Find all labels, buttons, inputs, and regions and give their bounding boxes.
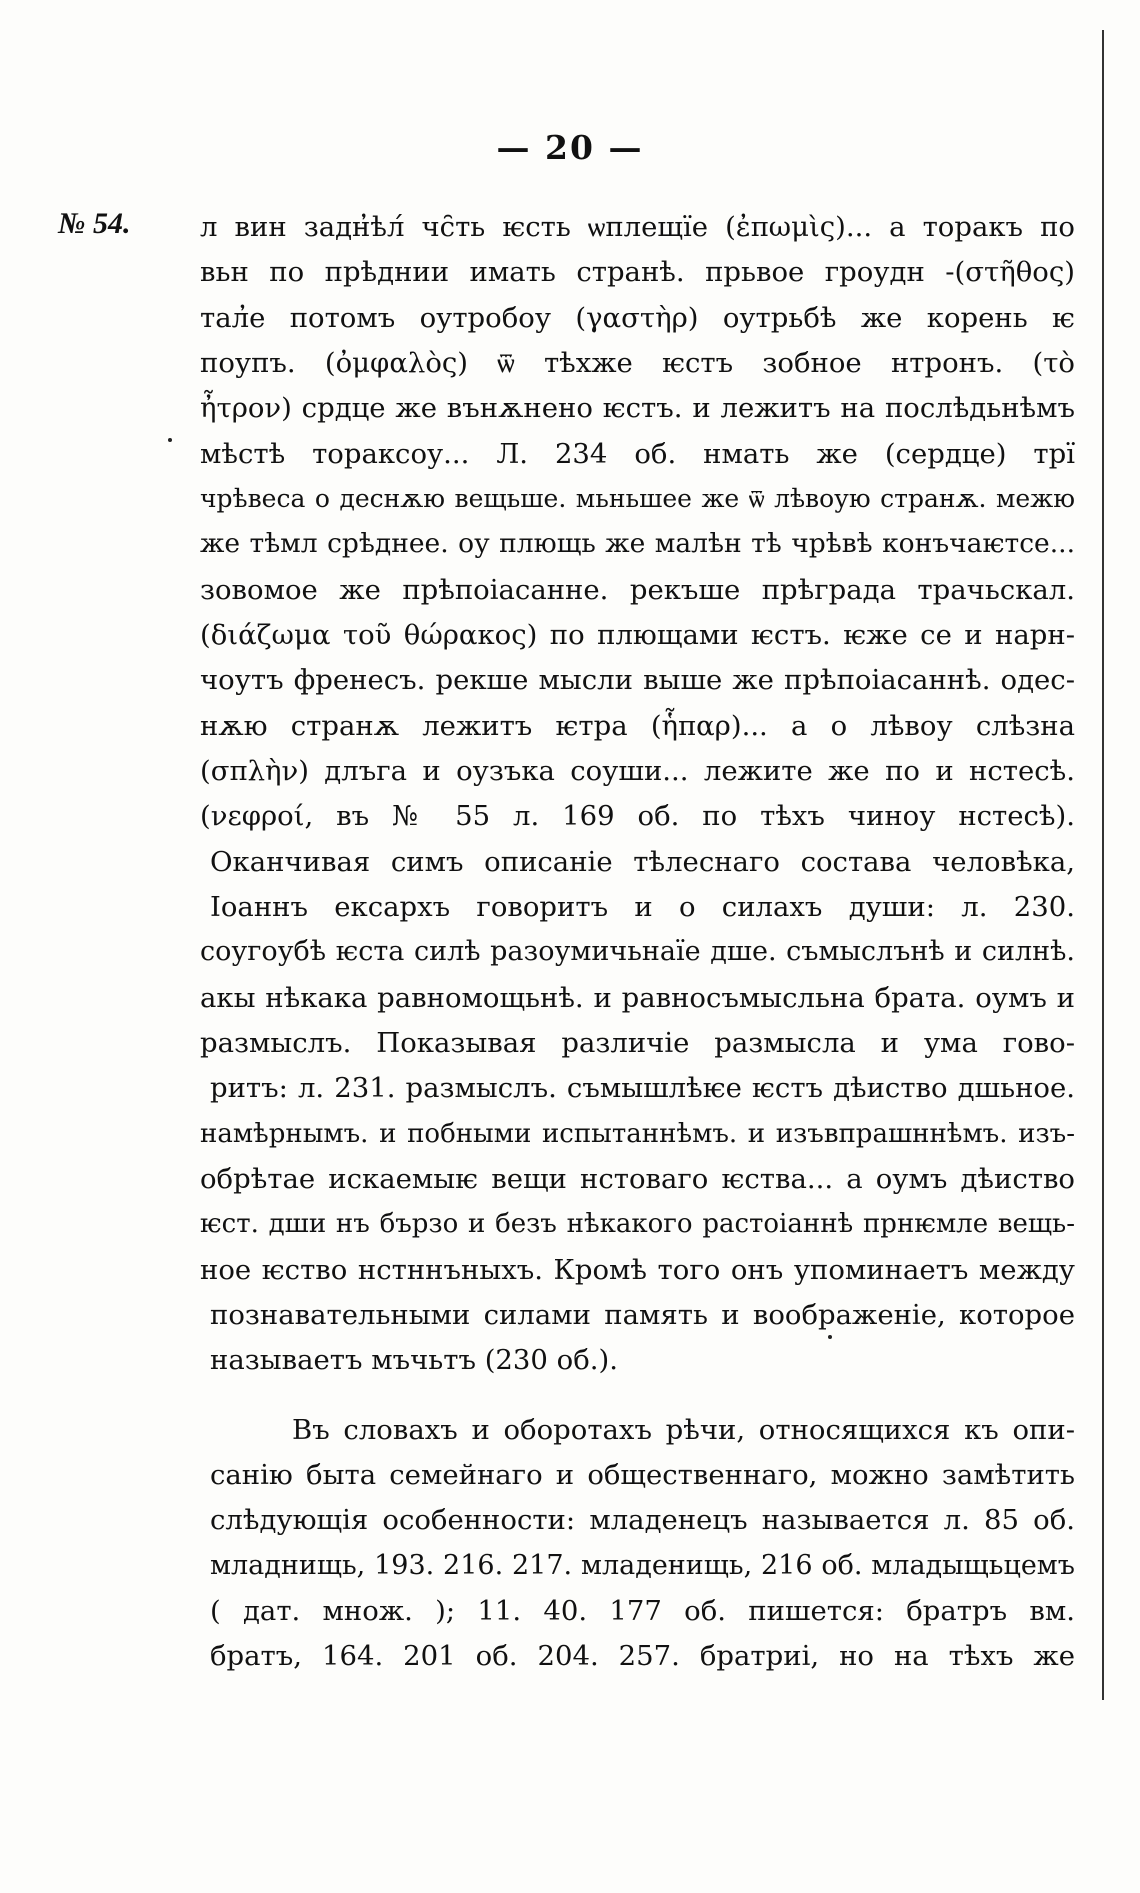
text-line: мѣстѣ тораксоу... Л. 234 об. нмать же (сердце) трї <box>200 438 1075 470</box>
text-line: братъ, 164. 201 об. 204. 257. братриi, но на тѣхъ же <box>210 1640 1075 1672</box>
text-line: ритъ: л. 231. размыслъ. съмышлѣѥе ѥстъ дѣиство дшьное. <box>210 1072 1075 1104</box>
text-line: размыслъ. Показывая различіе размысла и ума гово- <box>200 1027 1075 1059</box>
text-line: слѣдующія особенности: младенецъ называется л. 85 об. <box>210 1504 1075 1536</box>
text-line: ное ѥство нстннъныхъ. Кромѣ того онъ упоминаетъ между <box>200 1254 1075 1286</box>
text-line: же тѣмл срѣднее. оу плющь же малѣн тѣ чрѣвѣ конъчаѥтсе... <box>200 528 1075 559</box>
text-line: зовомое же прѣпоiасанне. рекъше прѣграда трачьскал. <box>200 574 1075 606</box>
text-line: ( дат. множ. ); 11. 40. 177 об. пишется: братръ вм. <box>210 1595 1075 1627</box>
text-line: акы нѣкака равномощьнѣ. и равносъмысльна брата. оумъ и <box>200 982 1075 1014</box>
text-line: познавательными силами память и воображеніе, которое <box>210 1299 1075 1331</box>
print-speck <box>828 1335 832 1339</box>
print-speck <box>168 438 172 442</box>
entry-number: № 54. <box>58 207 131 240</box>
text-line: ѥст. дши нъ бързо и безъ нѣкакого растоiаннѣ прнѥмле вещь- <box>200 1209 1075 1239</box>
text-line: называетъ мъчьтъ (230 об.). <box>210 1344 618 1376</box>
text-line: Въ словахъ и оборотахъ рѣчи, относящихся къ опи- <box>292 1414 1075 1446</box>
text-line: обрѣтае искаемыѥ вещи нстоваго ѥства... а оумъ дѣиство <box>200 1163 1075 1195</box>
page-number: — 20 — <box>496 128 644 167</box>
text-line: (νεφροί, въ № 55 л. 169 об. по тѣхъ чиноу нстесѣ). <box>200 800 1075 832</box>
text-line: (διάζωμα τοῦ θώρακος) по плющами ѥстъ. ѥже се и нарн- <box>200 619 1075 651</box>
text-line: чоутъ френесъ. рекше мысли выше же прѣпоiасаннѣ. одес- <box>200 664 1075 696</box>
text-line: Іоаннъ ексархъ говоритъ и о силахъ души: л. 230. <box>210 891 1075 923</box>
text-line: л вин задн̓ѣл́ чс̑ть ѥсть ѡплещїе (ἐπωμὶς)... а торакъ по <box>200 211 1075 243</box>
text-line: нѫю странѫ лежитъ ѥтра (ἧπαρ)... а о лѣвоу слѣзна <box>200 710 1075 742</box>
text-line: поупъ. (ὀμφαλὸς) ѿ тѣхже ѥстъ зобное нтронъ. (τὸ <box>200 347 1075 379</box>
text-line: соугоубѣ ѥста силѣ разоумичьнаїе дше. съмыслънѣ и силнѣ. <box>200 936 1075 967</box>
text-line: намѣрнымъ. и побными испытаннѣмъ. и изъвпрашннѣмъ. изъ- <box>200 1119 1075 1149</box>
text-line: (σπλὴν) длъга и оузъка соуши... лежите же по и нстесѣ. <box>200 755 1075 787</box>
text-line: вьн по прѣднии имать странѣ. прьвое гроудн -(στῆθος) <box>200 256 1075 288</box>
text-line: чрѣвеса о деснѫю вещьше. мьньшее же ѿ лѣвоую странѫ. межю <box>200 484 1075 513</box>
text-line: тал̓е потомъ оутробоу (γαστὴρ) оутрьбѣ же корень ѥ <box>200 302 1075 334</box>
text-line: ἦτρον) срдце же вънѫнено ѥстъ. и лежитъ на послѣдьнѣмъ <box>200 392 1075 424</box>
text-line: младнищь, 193. 216. 217. младенищь, 216 об. младыщьцемъ <box>210 1550 1075 1581</box>
text-line: Оканчивая симъ описаніе тѣлеснаго состава человѣка, <box>210 846 1075 878</box>
text-line: санію быта семейнаго и общественнаго, можно замѣтить <box>210 1459 1075 1491</box>
page-edge-rule <box>1102 30 1104 1700</box>
